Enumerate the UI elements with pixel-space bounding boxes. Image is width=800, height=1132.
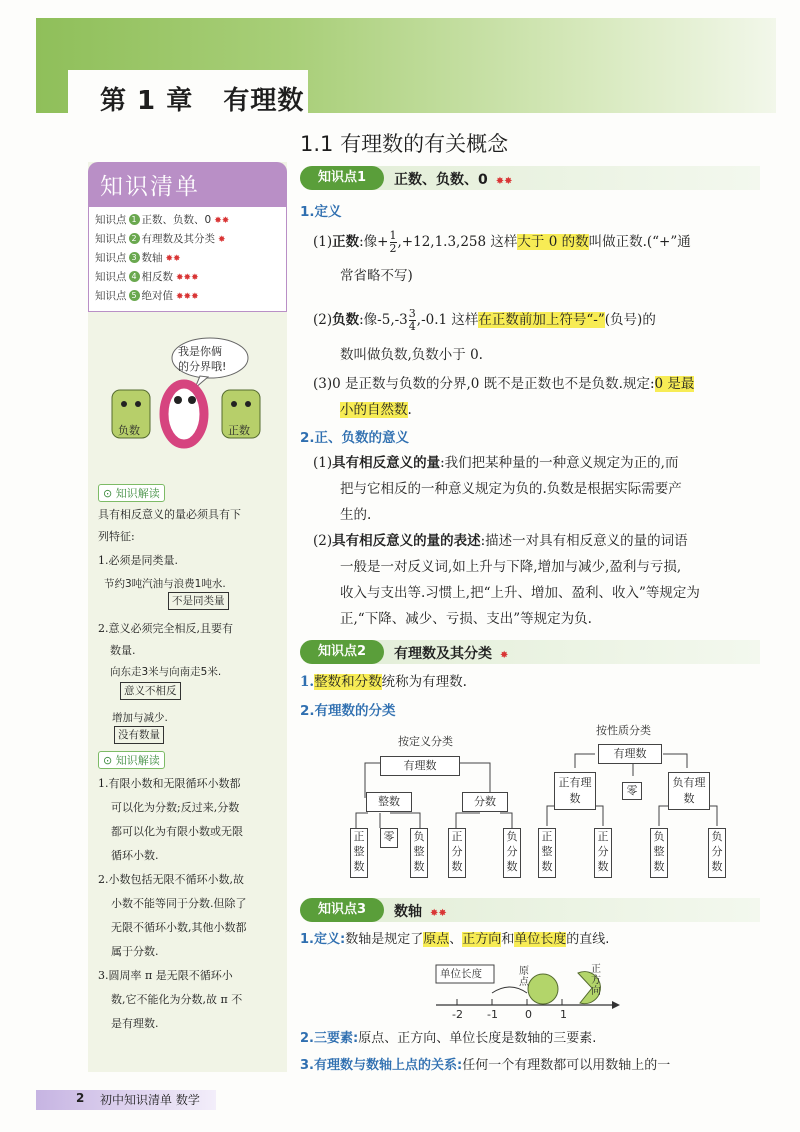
- tree1-root: 有理数: [380, 756, 460, 776]
- tree2-leaf: 负分数: [708, 828, 726, 878]
- unit-length-label: 单位长度: [440, 968, 482, 980]
- kp2-title: 有理数及其分类 ✸: [394, 646, 509, 662]
- kp1-line: 数叫做负数,负数小于 0.: [340, 347, 483, 363]
- section-title: 1.1 有理数的有关概念: [300, 132, 509, 156]
- toc-item[interactable]: 知识点 3 数轴 ✸✸: [95, 252, 181, 264]
- kp1-line: 一般是一对反义词,如上升与下降,增加与减少,盈利与亏损,: [340, 559, 682, 575]
- cartoon-negative-label: 负数: [118, 424, 140, 437]
- tree1-caption: 按定义分类: [398, 735, 453, 748]
- bubble-line1: 我是你俩: [178, 345, 222, 358]
- toc-item[interactable]: 知识点 1 正数、负数、0 ✸✸: [95, 214, 230, 226]
- note-line: 1.必须是同类量.: [98, 554, 178, 567]
- sidebar-title: 知识清单: [100, 174, 200, 200]
- footer-title: 初中知识清单 数学: [100, 1093, 200, 1107]
- kp1-pill: 知识点1: [300, 166, 384, 190]
- kp1-line: (2)具有相反意义的量的表述:描述一对具有相反意义的量的词语: [313, 533, 688, 549]
- tree1-leaf: 正整数: [350, 828, 368, 878]
- sidebar-header: [88, 162, 287, 206]
- note-line: 无限不循环小数,其他小数都: [111, 921, 247, 934]
- bubble-line2: 的分界哦!: [178, 360, 227, 373]
- tree2-leaf: 负整数: [650, 828, 668, 878]
- kp1-line: 生的.: [340, 507, 372, 523]
- positive-direction-label: 正方向: [591, 964, 601, 997]
- tree2-leaf: 正分数: [594, 828, 612, 878]
- note-line: 2.意义必须完全相反,且要有: [98, 622, 233, 635]
- toc-item[interactable]: 知识点 4 相反数 ✸✸✸: [95, 271, 199, 283]
- tree1-leaf: 负整数: [410, 828, 428, 878]
- kp1-line: (3)0 是正数与负数的分界,0 既不是正数也不是负数.规定:0 是最: [313, 376, 695, 392]
- note-line: 数量.: [110, 644, 136, 657]
- kp1-line: 小的自然数.: [340, 402, 412, 418]
- kp3-header: [300, 898, 760, 922]
- tick-label: -1: [487, 1008, 498, 1021]
- note-line: 2.小数包括无限不循环小数,故: [98, 873, 244, 886]
- note-callout: 意义不相反: [120, 682, 181, 700]
- toc-item[interactable]: 知识点 2 有理数及其分类 ✸: [95, 233, 226, 245]
- cartoon-positive-label: 正数: [228, 424, 250, 437]
- kp2-sub2: 2.有理数的分类: [300, 703, 396, 719]
- kp2-line: 1.整数和分数统称为有理数.: [300, 674, 467, 690]
- tick-label: 1: [560, 1008, 567, 1021]
- tree1-leaf: 正分数: [448, 828, 466, 878]
- page-number: 2: [76, 1091, 85, 1105]
- note-line: 具有相反意义的量必须具有下: [98, 508, 241, 521]
- kp2-pill: 知识点2: [300, 640, 384, 664]
- note-example: 向东走3米与向南走5米.: [110, 666, 222, 678]
- note-line: 小数不能等同于分数.但除了: [111, 897, 247, 910]
- chapter-title: 第 1 章 有理数: [100, 86, 305, 116]
- kp1-line: (2)负数:像$-5,-3\frac{3}{4}$ ,-0.1 这样在正数前加上符号“-”(负号)的: [313, 307, 656, 333]
- kp1-line: (1)具有相反意义的量:我们把某种量的一种意义规定为正的,而: [313, 455, 679, 471]
- note-line: 属于分数.: [111, 945, 159, 958]
- tree1-leaf: 负分数: [503, 828, 521, 878]
- tick-label: -2: [452, 1008, 463, 1021]
- note-line: 都可以化为有限小数或无限: [111, 825, 243, 838]
- note-line: 循环小数.: [111, 849, 159, 862]
- kp2-header: [300, 640, 760, 664]
- tree2-root: 有理数: [598, 744, 662, 764]
- kp1-sub1: 1.定义: [300, 204, 342, 220]
- kp1-header: [300, 166, 760, 190]
- toc-item[interactable]: 知识点 5 绝对值 ✸✸✸: [95, 290, 199, 302]
- note-line: 是有理数.: [111, 1017, 159, 1030]
- note-example: 节约3吨汽油与浪费1吨水.: [104, 578, 226, 590]
- note-line: 1.有限小数和无限循环小数都: [98, 777, 241, 790]
- tree1-branch-fraction: 分数: [462, 792, 508, 812]
- note-callout: 不是同类量: [168, 592, 229, 610]
- kp3-relation: 3.有理数与数轴上点的关系:任何一个有理数都可以用数轴上的一: [300, 1058, 671, 1073]
- kp1-line: 常省略不写): [340, 268, 413, 284]
- kp1-sub2: 2.正、负数的意义: [300, 430, 410, 446]
- note-line: 数,它不能化为分数,故 π 不: [111, 993, 243, 1006]
- tree2-branch-positive: 正有理数: [554, 772, 596, 810]
- tree2-branch-zero: 零: [622, 782, 642, 800]
- note-callout: 没有数量: [114, 726, 164, 744]
- origin-label: 原点: [519, 966, 529, 988]
- kp1-line: 收入与支出等.习惯上,把“上升、增加、盈利、收入”等规定为: [340, 585, 700, 601]
- note-line: 列特征:: [98, 530, 135, 543]
- tree2-caption: 按性质分类: [596, 724, 651, 737]
- tree1-branch-integer: 整数: [366, 792, 412, 812]
- note-line: 3.圆周率 π 是无限不循环小: [98, 969, 233, 982]
- kp3-three-elements: 2.三要素:原点、正方向、单位长度是数轴的三要素.: [300, 1031, 597, 1046]
- tree1-leaf: 零: [380, 828, 398, 848]
- kp1-line: 把与它相反的一种意义规定为负的.负数是根据实际需要产: [340, 481, 682, 497]
- note-line: 可以化为分数;反过来,分数: [111, 801, 240, 814]
- kp1-line: 正,“下降、减少、亏损、支出”等规定为负.: [340, 611, 592, 627]
- knowledge-tag: ⊙ 知识解读: [98, 751, 165, 769]
- kp3-title: 数轴 ✸✸: [394, 904, 447, 920]
- kp1-line: (1)正数:像$+\frac{1}{2}$ ,+12,1.3,258 这样大于 0 的数叫做正数.(“+”通: [313, 229, 691, 255]
- knowledge-tag: ⊙ 知识解读: [98, 484, 165, 502]
- note-example: 增加与减少.: [112, 712, 168, 724]
- tree2-branch-negative: 负有理数: [668, 772, 710, 810]
- tick-label: 0: [525, 1008, 532, 1021]
- kp3-definition: 1.定义:数轴是规定了原点、正方向和单位长度的直线.: [300, 932, 610, 947]
- tree2-leaf: 正整数: [538, 828, 556, 878]
- kp3-pill: 知识点3: [300, 898, 384, 922]
- kp1-title: 正数、负数、0 ✸✸: [394, 172, 513, 188]
